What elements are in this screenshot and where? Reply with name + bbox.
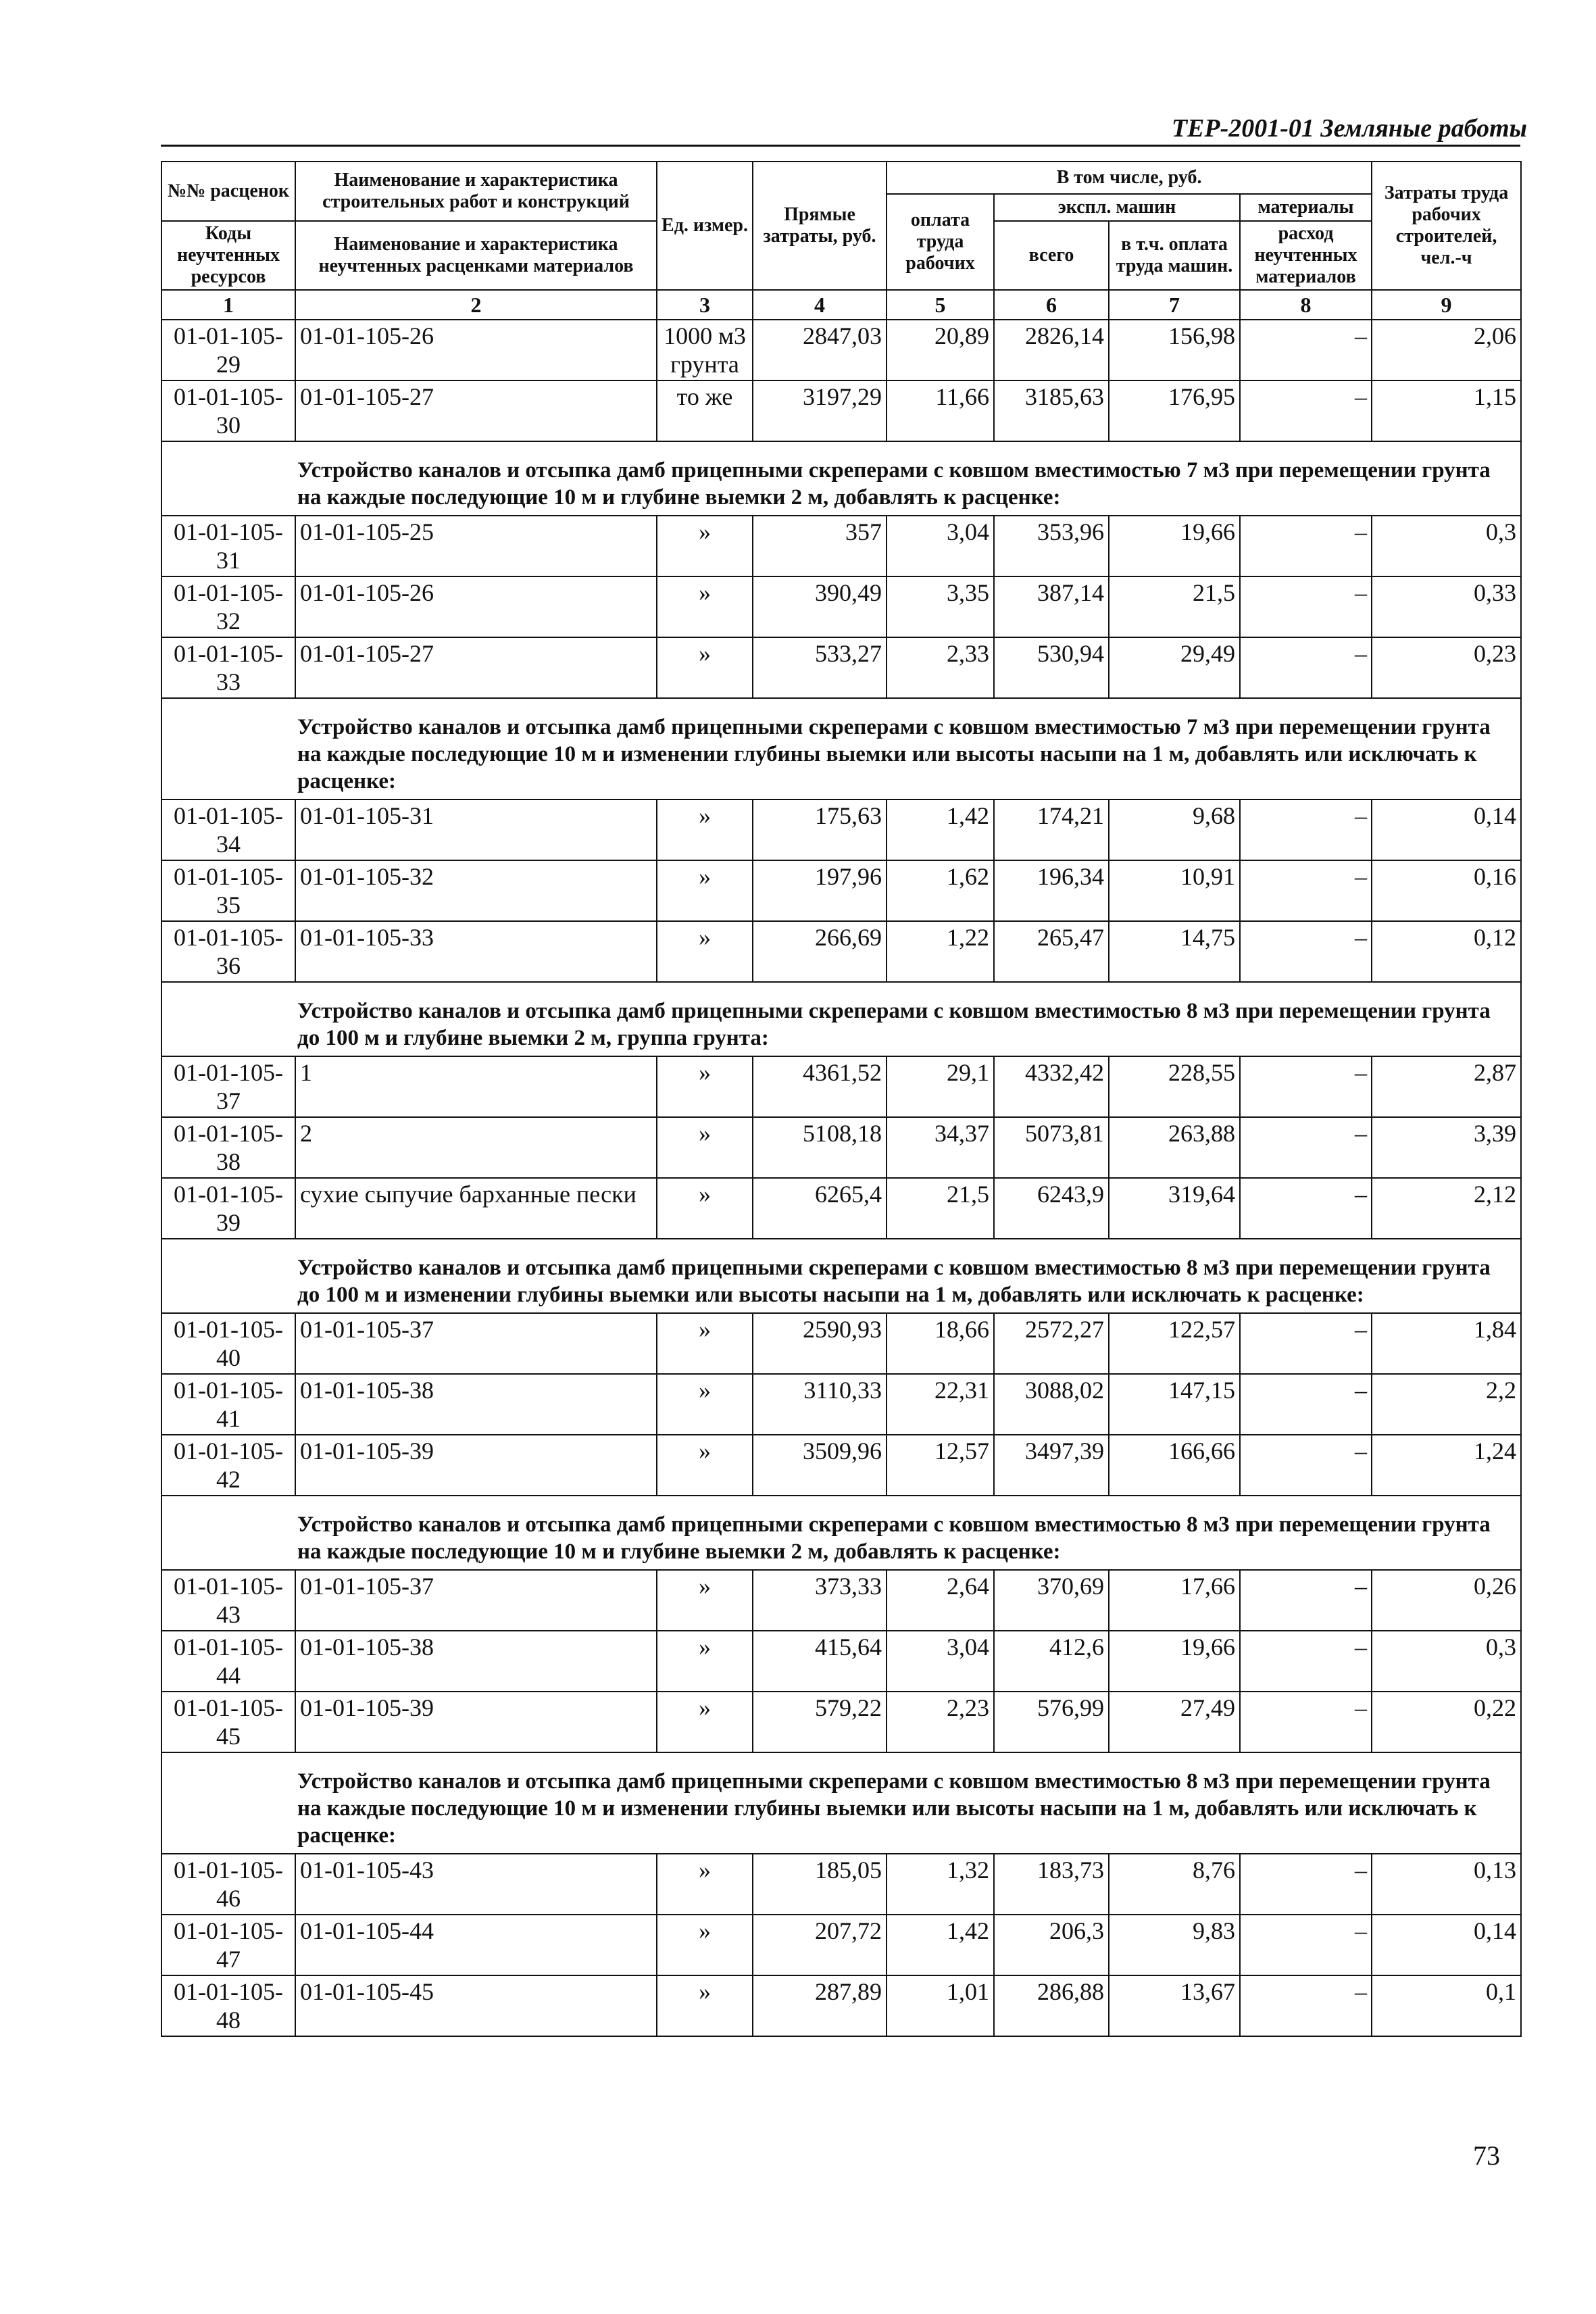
- machines-total-cell: 412,6: [994, 1631, 1109, 1692]
- table-row: [161, 1374, 1521, 1435]
- rate-code-cell: 01-01-105-46: [161, 1854, 295, 1915]
- work-name-cell: 01-01-105-39: [295, 1692, 657, 1752]
- work-name-cell: 01-01-105-33: [295, 921, 657, 982]
- table-row: [161, 1692, 1521, 1752]
- materials-cell: –: [1240, 1570, 1372, 1631]
- machines-total-cell: 2572,27: [994, 1313, 1109, 1374]
- running-header: ТЕР-2001-01 Земляные работы: [1171, 114, 1527, 143]
- header-labor-pay: оплата труда рабочих: [887, 194, 994, 290]
- labor-hours-cell: 0,1: [1372, 1975, 1521, 2036]
- direct-costs-cell: 207,72: [753, 1915, 887, 1975]
- table-row: [161, 637, 1521, 698]
- labor-hours-cell: 1,15: [1372, 380, 1521, 441]
- work-name-cell: 01-01-105-27: [295, 637, 657, 698]
- labor-pay-cell: 1,01: [887, 1975, 994, 2036]
- work-name-cell: 01-01-105-31: [295, 799, 657, 860]
- unit-cell: »: [657, 1854, 753, 1915]
- table-row: [161, 1570, 1521, 1631]
- labor-pay-cell: 12,57: [887, 1435, 994, 1496]
- header-name-top: Наименование и характеристика строительных работ и конструкций: [295, 162, 657, 221]
- table-row: [161, 1854, 1521, 1915]
- rate-code-cell: 01-01-105-47: [161, 1915, 295, 1975]
- work-name-cell: 01-01-105-26: [295, 576, 657, 637]
- machines-pay-cell: 319,64: [1109, 1178, 1240, 1239]
- machines-total-cell: 2826,14: [994, 320, 1109, 380]
- labor-hours-cell: 1,84: [1372, 1313, 1521, 1374]
- header-machines-total: всего: [994, 221, 1109, 290]
- work-name-cell: 01-01-105-38: [295, 1631, 657, 1692]
- column-number: 4: [753, 290, 887, 320]
- labor-pay-cell: 3,04: [887, 1631, 994, 1692]
- labor-pay-cell: 2,64: [887, 1570, 994, 1631]
- unit-cell: »: [657, 1117, 753, 1178]
- labor-pay-cell: 29,1: [887, 1056, 994, 1117]
- materials-cell: –: [1240, 1313, 1372, 1374]
- machines-total-cell: 6243,9: [994, 1178, 1109, 1239]
- table-row: [161, 921, 1521, 982]
- table-row: [161, 1631, 1521, 1692]
- rate-code-cell: 01-01-105-40: [161, 1313, 295, 1374]
- materials-cell: –: [1240, 320, 1372, 380]
- machines-total-cell: 183,73: [994, 1854, 1109, 1915]
- header-code-top: №№ расценок: [161, 162, 295, 221]
- machines-pay-cell: 8,76: [1109, 1854, 1240, 1915]
- labor-pay-cell: 1,42: [887, 799, 994, 860]
- rate-code-cell: 01-01-105-42: [161, 1435, 295, 1496]
- materials-cell: –: [1240, 1374, 1372, 1435]
- rate-code-cell: 01-01-105-31: [161, 516, 295, 576]
- work-name-cell: 01-01-105-45: [295, 1975, 657, 2036]
- labor-pay-cell: 3,04: [887, 516, 994, 576]
- materials-cell: –: [1240, 576, 1372, 637]
- work-name-cell: 01-01-105-26: [295, 320, 657, 380]
- materials-cell: –: [1240, 1854, 1372, 1915]
- column-number: 9: [1372, 290, 1521, 320]
- machines-total-cell: 353,96: [994, 516, 1109, 576]
- section-heading: Устройство каналов и отсыпка дамб прицепными скреперами с ковшом вместимостью 7 м3 при перемещении грунта на каждые последующие 10 м и изменении глубины выемки или высоты насыпи на 1 м, добавлять или исключать к расценке:: [161, 698, 1521, 799]
- machines-pay-cell: 156,98: [1109, 320, 1240, 380]
- labor-pay-cell: 18,66: [887, 1313, 994, 1374]
- machines-pay-cell: 10,91: [1109, 860, 1240, 921]
- table-row: [161, 799, 1521, 860]
- rate-code-cell: 01-01-105-48: [161, 1975, 295, 2036]
- materials-cell: –: [1240, 1178, 1372, 1239]
- header-materials-usage: расход неучтенных материалов: [1240, 221, 1372, 290]
- work-name-cell: 01-01-105-25: [295, 516, 657, 576]
- rate-code-cell: 01-01-105-32: [161, 576, 295, 637]
- header-group-including: В том числе, руб.: [887, 162, 1372, 194]
- section-heading-row: [161, 1239, 1521, 1313]
- direct-costs-cell: 175,63: [753, 799, 887, 860]
- table-head: [161, 162, 1521, 320]
- table-row: [161, 860, 1521, 921]
- work-name-cell: 01-01-105-37: [295, 1570, 657, 1631]
- direct-costs-cell: 3110,33: [753, 1374, 887, 1435]
- labor-pay-cell: 1,42: [887, 1915, 994, 1975]
- header-rule: [161, 145, 1520, 147]
- unit-cell: »: [657, 1056, 753, 1117]
- materials-cell: –: [1240, 1692, 1372, 1752]
- labor-pay-cell: 21,5: [887, 1178, 994, 1239]
- direct-costs-cell: 415,64: [753, 1631, 887, 1692]
- machines-pay-cell: 14,75: [1109, 921, 1240, 982]
- rate-code-cell: 01-01-105-35: [161, 860, 295, 921]
- unit-cell: »: [657, 516, 753, 576]
- labor-hours-cell: 0,23: [1372, 637, 1521, 698]
- machines-total-cell: 387,14: [994, 576, 1109, 637]
- column-number: 1: [161, 290, 295, 320]
- table-row: [161, 576, 1521, 637]
- section-heading: Устройство каналов и отсыпка дамб прицепными скреперами с ковшом вместимостью 8 м3 при перемещении грунта до 100 м и изменении глубины выемки или высоты насыпи на 1 м, добавлять или исключать к расценке:: [161, 1239, 1521, 1313]
- rate-code-cell: 01-01-105-41: [161, 1374, 295, 1435]
- unit-cell: »: [657, 1313, 753, 1374]
- column-number: 2: [295, 290, 657, 320]
- unit-cell: »: [657, 637, 753, 698]
- table-row: [161, 1313, 1521, 1374]
- machines-total-cell: 3497,39: [994, 1435, 1109, 1496]
- machines-total-cell: 265,47: [994, 921, 1109, 982]
- rate-code-cell: 01-01-105-33: [161, 637, 295, 698]
- labor-pay-cell: 3,35: [887, 576, 994, 637]
- labor-hours-cell: 0,33: [1372, 576, 1521, 637]
- labor-hours-cell: 0,12: [1372, 921, 1521, 982]
- machines-total-cell: 5073,81: [994, 1117, 1109, 1178]
- work-name-cell: 01-01-105-32: [295, 860, 657, 921]
- table-row: [161, 1056, 1521, 1117]
- machines-total-cell: 3088,02: [994, 1374, 1109, 1435]
- materials-cell: –: [1240, 1117, 1372, 1178]
- labor-hours-cell: 0,14: [1372, 1915, 1521, 1975]
- rate-code-cell: 01-01-105-37: [161, 1056, 295, 1117]
- direct-costs-cell: 4361,52: [753, 1056, 887, 1117]
- unit-cell: »: [657, 1570, 753, 1631]
- rate-code-cell: 01-01-105-36: [161, 921, 295, 982]
- labor-hours-cell: 2,06: [1372, 320, 1521, 380]
- unit-cell: то же: [657, 380, 753, 441]
- section-heading-row: [161, 441, 1521, 516]
- machines-pay-cell: 147,15: [1109, 1374, 1240, 1435]
- table-row: [161, 380, 1521, 441]
- work-name-cell: сухие сыпучие барханные пески: [295, 1178, 657, 1239]
- header-code-bottom: Коды неучтенных ресурсов: [161, 221, 295, 290]
- labor-hours-cell: 2,2: [1372, 1374, 1521, 1435]
- direct-costs-cell: 2847,03: [753, 320, 887, 380]
- labor-hours-cell: 0,3: [1372, 1631, 1521, 1692]
- machines-pay-cell: 29,49: [1109, 637, 1240, 698]
- labor-pay-cell: 20,89: [887, 320, 994, 380]
- materials-cell: –: [1240, 921, 1372, 982]
- header-direct-costs: Прямые затраты, руб.: [753, 162, 887, 290]
- unit-cell: »: [657, 1178, 753, 1239]
- work-name-cell: 01-01-105-39: [295, 1435, 657, 1496]
- machines-total-cell: 530,94: [994, 637, 1109, 698]
- labor-hours-cell: 2,87: [1372, 1056, 1521, 1117]
- machines-total-cell: 206,3: [994, 1915, 1109, 1975]
- machines-pay-cell: 13,67: [1109, 1975, 1240, 2036]
- machines-total-cell: 3185,63: [994, 380, 1109, 441]
- unit-cell: »: [657, 799, 753, 860]
- machines-pay-cell: 27,49: [1109, 1692, 1240, 1752]
- header-name-bottom: Наименование и характеристика неучтенных расценками материалов: [295, 221, 657, 290]
- unit-cell: »: [657, 860, 753, 921]
- machines-pay-cell: 176,95: [1109, 380, 1240, 441]
- column-number: 7: [1109, 290, 1240, 320]
- table-row: [161, 320, 1521, 380]
- materials-cell: –: [1240, 1056, 1372, 1117]
- labor-hours-cell: 0,3: [1372, 516, 1521, 576]
- direct-costs-cell: 390,49: [753, 576, 887, 637]
- rate-code-cell: 01-01-105-30: [161, 380, 295, 441]
- column-number-row: [161, 290, 1521, 320]
- machines-total-cell: 286,88: [994, 1975, 1109, 2036]
- work-name-cell: 2: [295, 1117, 657, 1178]
- unit-cell: »: [657, 1975, 753, 2036]
- direct-costs-cell: 2590,93: [753, 1313, 887, 1374]
- header-unit: Ед. измер.: [657, 162, 753, 290]
- direct-costs-cell: 533,27: [753, 637, 887, 698]
- materials-cell: –: [1240, 1915, 1372, 1975]
- direct-costs-cell: 373,33: [753, 1570, 887, 1631]
- rate-code-cell: 01-01-105-44: [161, 1631, 295, 1692]
- labor-pay-cell: 11,66: [887, 380, 994, 441]
- table-row: [161, 1975, 1521, 2036]
- machines-total-cell: 4332,42: [994, 1056, 1109, 1117]
- labor-pay-cell: 2,33: [887, 637, 994, 698]
- labor-hours-cell: 0,22: [1372, 1692, 1521, 1752]
- labor-pay-cell: 34,37: [887, 1117, 994, 1178]
- header-labor-hours: Затраты труда рабочих строителей, чел.-ч: [1372, 162, 1521, 290]
- materials-cell: –: [1240, 637, 1372, 698]
- rate-code-cell: 01-01-105-38: [161, 1117, 295, 1178]
- rate-code-cell: 01-01-105-43: [161, 1570, 295, 1631]
- machines-total-cell: 576,99: [994, 1692, 1109, 1752]
- work-name-cell: 01-01-105-44: [295, 1915, 657, 1975]
- labor-pay-cell: 2,23: [887, 1692, 994, 1752]
- direct-costs-cell: 357: [753, 516, 887, 576]
- unit-cell: 1000 м3 грунта: [657, 320, 753, 380]
- page-number: 73: [1473, 2140, 1500, 2171]
- unit-cell: »: [657, 921, 753, 982]
- section-heading-row: [161, 982, 1521, 1056]
- machines-pay-cell: 19,66: [1109, 1631, 1240, 1692]
- labor-hours-cell: 0,26: [1372, 1570, 1521, 1631]
- rate-code-cell: 01-01-105-34: [161, 799, 295, 860]
- work-name-cell: 1: [295, 1056, 657, 1117]
- table-row: [161, 1915, 1521, 1975]
- direct-costs-cell: 3197,29: [753, 380, 887, 441]
- machines-pay-cell: 263,88: [1109, 1117, 1240, 1178]
- section-heading: Устройство каналов и отсыпка дамб прицепными скреперами с ковшом вместимостью 8 м3 при перемещении грунта до 100 м и глубине выемки 2 м, группа грунта:: [161, 982, 1521, 1056]
- machines-pay-cell: 228,55: [1109, 1056, 1240, 1117]
- labor-pay-cell: 1,22: [887, 921, 994, 982]
- rate-code-cell: 01-01-105-45: [161, 1692, 295, 1752]
- section-heading-row: [161, 1496, 1521, 1570]
- section-heading: Устройство каналов и отсыпка дамб прицепными скреперами с ковшом вместимостью 8 м3 при перемещении грунта на каждые последующие 10 м и изменении глубины выемки или высоты насыпи на 1 м, добавлять или исключать к расценке:: [161, 1752, 1521, 1854]
- direct-costs-cell: 185,05: [753, 1854, 887, 1915]
- machines-total-cell: 174,21: [994, 799, 1109, 860]
- labor-hours-cell: 3,39: [1372, 1117, 1521, 1178]
- machines-pay-cell: 122,57: [1109, 1313, 1240, 1374]
- unit-cell: »: [657, 1915, 753, 1975]
- materials-cell: –: [1240, 1435, 1372, 1496]
- labor-hours-cell: 2,12: [1372, 1178, 1521, 1239]
- materials-cell: –: [1240, 1631, 1372, 1692]
- work-name-cell: 01-01-105-37: [295, 1313, 657, 1374]
- machines-pay-cell: 19,66: [1109, 516, 1240, 576]
- section-heading-row: [161, 1752, 1521, 1854]
- direct-costs-cell: 197,96: [753, 860, 887, 921]
- rates-table: [161, 161, 1522, 2037]
- rate-code-cell: 01-01-105-29: [161, 320, 295, 380]
- machines-pay-cell: 166,66: [1109, 1435, 1240, 1496]
- labor-pay-cell: 22,31: [887, 1374, 994, 1435]
- header-group-machines: экспл. машин: [994, 194, 1240, 221]
- table-row: [161, 1435, 1521, 1496]
- materials-cell: –: [1240, 799, 1372, 860]
- labor-hours-cell: 0,13: [1372, 1854, 1521, 1915]
- unit-cell: »: [657, 1692, 753, 1752]
- direct-costs-cell: 5108,18: [753, 1117, 887, 1178]
- materials-cell: –: [1240, 860, 1372, 921]
- materials-cell: –: [1240, 516, 1372, 576]
- unit-cell: »: [657, 576, 753, 637]
- direct-costs-cell: 6265,4: [753, 1178, 887, 1239]
- unit-cell: »: [657, 1435, 753, 1496]
- table-row: [161, 1178, 1521, 1239]
- header-machines-pay: в т.ч. оплата труда машин.: [1109, 221, 1240, 290]
- machines-pay-cell: 9,68: [1109, 799, 1240, 860]
- column-number: 3: [657, 290, 753, 320]
- labor-pay-cell: 1,32: [887, 1854, 994, 1915]
- work-name-cell: 01-01-105-27: [295, 380, 657, 441]
- table-row: [161, 1117, 1521, 1178]
- materials-cell: –: [1240, 380, 1372, 441]
- rate-code-cell: 01-01-105-39: [161, 1178, 295, 1239]
- header-group-materials: материалы: [1240, 194, 1372, 221]
- column-number: 5: [887, 290, 994, 320]
- unit-cell: »: [657, 1374, 753, 1435]
- labor-hours-cell: 1,24: [1372, 1435, 1521, 1496]
- section-heading: Устройство каналов и отсыпка дамб прицепными скреперами с ковшом вместимостью 8 м3 при перемещении грунта на каждые последующие 10 м и глубине выемки 2 м, добавлять к расценке:: [161, 1496, 1521, 1570]
- section-heading: Устройство каналов и отсыпка дамб прицепными скреперами с ковшом вместимостью 7 м3 при перемещении грунта на каждые последующие 10 м и глубине выемки 2 м, добавлять к расценке:: [161, 441, 1521, 516]
- machines-pay-cell: 17,66: [1109, 1570, 1240, 1631]
- labor-pay-cell: 1,62: [887, 860, 994, 921]
- materials-cell: –: [1240, 1975, 1372, 2036]
- direct-costs-cell: 266,69: [753, 921, 887, 982]
- work-name-cell: 01-01-105-43: [295, 1854, 657, 1915]
- machines-pay-cell: 9,83: [1109, 1915, 1240, 1975]
- direct-costs-cell: 3509,96: [753, 1435, 887, 1496]
- machines-pay-cell: 21,5: [1109, 576, 1240, 637]
- machines-total-cell: 196,34: [994, 860, 1109, 921]
- direct-costs-cell: 579,22: [753, 1692, 887, 1752]
- direct-costs-cell: 287,89: [753, 1975, 887, 2036]
- machines-total-cell: 370,69: [994, 1570, 1109, 1631]
- column-number: 8: [1240, 290, 1372, 320]
- labor-hours-cell: 0,14: [1372, 799, 1521, 860]
- unit-cell: »: [657, 1631, 753, 1692]
- column-number: 6: [994, 290, 1109, 320]
- table-row: [161, 516, 1521, 576]
- work-name-cell: 01-01-105-38: [295, 1374, 657, 1435]
- section-heading-row: [161, 698, 1521, 799]
- labor-hours-cell: 0,16: [1372, 860, 1521, 921]
- table-body: [161, 320, 1521, 2036]
